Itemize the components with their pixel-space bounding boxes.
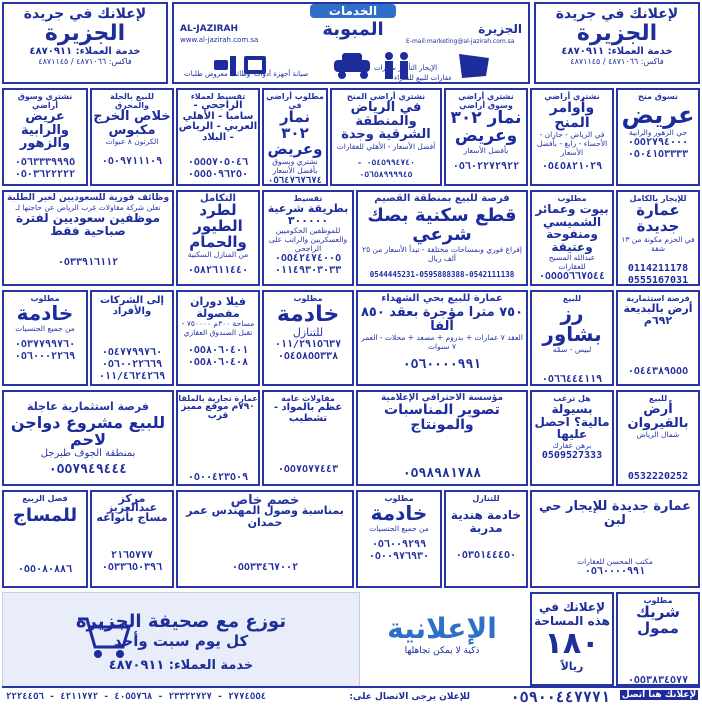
ad-phone[interactable]: ٠٥٣٣٦٥٠٣٩٦ [101,561,163,573]
ad-headline: إلى الشركات والأفراد [100,295,164,317]
right-promo-fax: فاكس: ٤٨٧١٠٦٦ / ٤٨٧١١٤٥ [570,57,664,66]
ad-headline: بيوت وعمائر الشميسي ومنفوحة وعتيقة [535,202,609,254]
ad-phone[interactable]: ٠٥٥٠٨٠٨٨٦ [17,563,73,575]
ad-headline: شريك ممول [636,603,680,637]
ad-phone[interactable]: ٠٥٤٧٧٩٩٧٦٠ [101,347,163,358]
ad-kicker: مطلوب أراضي في [266,92,324,110]
ad-headline: تصوير المناسبات والمونتاج [384,402,500,433]
ad-subtext: بأفضل الأسعار [463,145,509,155]
left-promo-title: لإعلانك في جريدة [23,6,147,22]
ad-phone[interactable]: ٠٥٥٨٠٦٠٤٠١ [187,345,249,357]
ad-subtext: نشتري وبسوق بأفضل الأسعار [272,157,318,176]
ad-phone[interactable]: ٠٥٤٥٩٩٤٧٤٠ - ٠٥٦٥٨٩٩٩٩٤٥ [357,157,415,179]
ad-phone[interactable]: ٢١٦٥٧٧٧ [110,549,154,561]
ad-phone[interactable]: ٠٥٦٠٠٢٢٦٦٩ [101,359,163,370]
ad-phone[interactable]: ٠٥٣٣٩١٦١١٢ [57,257,119,269]
banner-title-main: المبوبة [322,19,384,40]
ad-phone[interactable]: ٠٥٤٤٣٨٩٥٥٥ [627,366,689,378]
banner-caption-3: الإيجار التأجير سيارات [374,64,438,72]
ad-phone[interactable]: ٠٥٦٠٠٩٢٩٩ [371,539,427,550]
ad-headline: عمارة جديدة للإيجار حي لبن [538,499,692,528]
center-banner [172,2,530,84]
bottom-promo-left [2,592,360,690]
ad-phone[interactable]: ٠٥٠٣٦٢٢٢٢٢ [14,168,76,180]
ad-phone[interactable]: 0544445231-0595888388-0542111138 [369,269,515,279]
ad-headline: عمارة جديدة [636,201,680,235]
ad-kicker: تقسيط [293,194,323,203]
ad-kicker: نشتري وسوق أراضي [17,92,73,110]
ad-headline: عريض والرابية والزهور [19,109,71,152]
banner-title-top: الخدمات [310,4,396,18]
ad-phone[interactable]: 0555167031 [627,274,689,286]
ad-card[interactable] [444,88,528,186]
car-icon [334,53,370,79]
ad-card[interactable] [2,190,174,286]
ad-card[interactable] [530,390,614,486]
right-promo-paper: الجزيرة [576,21,658,46]
ad-headline: للبيع مشروع دواجن لاحم [10,413,166,449]
ad-subtext: من جميع الجنسيات [15,324,75,333]
ad-subtext: حي الزهور والرابية [628,128,688,138]
ad-phone[interactable]: ٠٥٣٥١٤٤٤٥٠ [455,550,517,562]
ad-subtext: للموظفين الحكوميين والعسكريين والراتب على الراجحي [268,226,348,254]
price-unit: ريالاً [560,660,584,673]
ad-phone[interactable]: ٠٥٥٥٧٠٥٠٤٦ [187,157,249,168]
ad-card[interactable] [616,290,700,386]
ad-card[interactable] [2,290,88,386]
banner-url: www.al-jazirah.com.sa [180,36,259,44]
main-phone[interactable]: ٠٥٩٠٠٤٤٧٧٧١ [510,688,610,706]
ad-phone[interactable]: ٠٥٦٣٣٣٩٩٩٥ [14,156,76,168]
ad-card[interactable] [176,490,354,588]
ad-subtext: إفراغ فوري وبمساحات مختلفة - تبدأ الأسعار من ٢٥ ألف ريال [362,244,522,263]
ad-phone[interactable]: ٠٥٥٢٧٩٤٠٠٠ [627,137,689,149]
ad-card[interactable] [176,88,260,186]
brand-title: الإعلانية [387,612,497,645]
ad-kicker: فرصة استثمارية عاجلة [27,400,149,413]
ad-headline: بسيولة مالية؟ احصل عليها [534,402,610,442]
ad-kicker: مطلوب [384,494,414,503]
ad-subtext: برهن عقارك [552,440,592,450]
ad-kicker: مقاولات عامة [281,394,335,403]
ad-headline: عريض [621,101,695,129]
price-value: ١٨٠ [544,626,600,661]
ad-card[interactable] [616,592,700,686]
ad-subtext: تعلن شركة مقاولات غرب الرياض عن حاجتها لـ [15,203,161,212]
ad-phone[interactable]: ٠٥٤٥٨٥٥٣٣٨ [277,351,339,363]
ad-card[interactable] [330,88,442,186]
ad-headline: أرض بالبديعة ٦٩٢م [623,302,693,327]
ad-phone[interactable]: ٠٥٨٢٦١١٤٤٠ [187,265,249,277]
ad-phone[interactable]: ٠١١٤٩٣٠٣٠٣٣ [274,265,342,277]
ad-subtext: في الرياض - جازان - الأحساء - رابغ - بأفضل الأسعار [536,130,608,158]
ad-kicker: عمارة تجارية بالملقا [178,394,258,403]
ad-phone[interactable]: ٠٥٦٦٤٤٤١١٩ [541,374,603,385]
ad-subtext: من جميع الجنسيات [369,524,429,533]
ad-card[interactable] [616,390,700,486]
ad-headline: لطرد الطيور والحمام [189,201,247,251]
ad-subtext: العقد ٧ عمارات + بدروم + مصعد + محلات - العمر ٧ سنوات [361,333,523,352]
ad-subtext: مساحة ٣٠٠م ٧٥٠٠٠٠ - تقبل الصندوق العقاري [181,319,255,338]
ad-kicker: هل ترغب [553,394,591,403]
ad-headline: خادمة هندية مدربة [450,508,522,535]
ad-card[interactable] [530,88,614,186]
ad-kicker: فصل الربيع [22,494,68,503]
ad-phone[interactable]: ٠٥٠٠٤٢٣٥٠٩ [187,471,249,483]
ad-headline: الراجحي - سامبا - الأهلي العربي - الرياض - البلاد [178,100,258,143]
ad-kicker: مطلوب [293,294,323,303]
ad-phone[interactable]: ٠٥٥٥٥٦٦٧٥٤٤ [538,271,606,283]
ad-phone[interactable]: ٠٥٣٧٧٩٩٧٦٠ [14,339,76,350]
ad-headline: نمار ٣٠٢ وعريض [267,108,323,158]
ad-subtext: شمال الرياض [636,430,680,440]
ad-phone[interactable]: 0532220252 [627,471,689,483]
contact-bar [2,686,700,707]
ad-card[interactable] [356,190,528,286]
ad-kicker: للبيع بالحلة والمخرق [110,92,154,110]
ad-headline: مساج بأنواعه [96,511,168,524]
ad-card[interactable] [356,390,528,486]
ad-headline: خادمة [370,501,428,525]
ad-phone[interactable]: 0509527333 [541,449,603,461]
ad-card[interactable] [262,88,328,186]
ad-card[interactable] [530,290,614,386]
left-promo-service: خدمة العملاء: ٤٨٧٠٩١١ [29,46,141,57]
brand-sub: ذكية لا يمكن تجاهلها [404,646,480,656]
right-promo-title: لإعلانك في جريدة [555,6,679,22]
right-promo-service: خدمة العملاء: ٤٨٧٠٩١١ [561,46,673,57]
ad-phone[interactable]: ٠١١/٤٦٢٤٢٦٩ [98,371,166,382]
ad-phone[interactable]: ٠٥٥٥٠٩٦٢٥٠ [187,169,249,180]
ad-kicker: نشتري أراضي [544,92,600,101]
ad-kicker: فرصة استثمارية [626,294,690,303]
ad-card[interactable] [262,390,354,486]
ad-kicker: للتنازل [472,494,500,503]
ad-phone[interactable]: ٠٥٦٠٢٢٧٢٩٢٢ [452,160,520,172]
contact-prefix: للإعلان يرجى الاتصال على: [349,692,470,702]
ad-kicker: للبيع [648,394,668,403]
ad-subtext: الكرتون ٨ عبوات [105,137,159,147]
bottom-service: خدمة العملاء: ٤٨٧٠٩١١ [108,658,254,673]
ad-subtext: للتنازل [292,326,324,340]
ad-headline: ٧٥٠ مترا مؤجرة بعقد ٨٥٠ ألفا [360,305,524,334]
ad-card[interactable] [2,88,88,186]
ad-kicker: مركز عبدالعزيز [106,492,158,514]
ad-card[interactable] [176,190,260,286]
ad-card[interactable] [90,490,174,588]
banner-logo-left: AL-JAZIRAH [180,24,239,34]
ad-phone[interactable]: ٠٥٩٨٩٨١٧٨٨ [402,466,482,482]
ad-kicker: نسوق منح [637,92,679,101]
ad-phone[interactable]: ٠٥٥٧٩٤٩٤٤٤ [48,461,128,477]
ad-headline: خادمة [276,302,340,327]
banner-caption-1: وظائف معروض طلبات [184,70,251,78]
ad-card[interactable] [262,190,354,286]
banner-logo-right: الجزيرة [478,22,522,36]
ad-phone[interactable]: ٠٥٦٤٧٦٧٦٧٤ [267,176,323,186]
ad-kicker: خصم خاص [230,493,300,508]
left-promo-box [2,2,168,84]
ad-headline: للمساج [12,505,78,526]
ad-phone[interactable]: ٠٥٦٠٠٠٢٢٦٩ [14,351,76,362]
ad-card[interactable] [444,490,528,588]
ad-phone[interactable]: ٠٥٠٠٩٧٦٩٣٠ [368,551,430,562]
ad-headline: رز بشاور [542,301,602,346]
ad-phone[interactable]: ٠٥٥٣٣٤٦٧٠٠٢ [231,562,299,574]
ad-kicker: تقسيط لعملاء [190,92,246,101]
ad-headline: وأوامر المنح [549,100,595,131]
shopping-cart-icon [73,611,133,661]
left-promo-paper: الجزيرة [44,21,126,46]
right-promo-box [534,2,700,84]
ad-headline: ٧٩٠م موقع مميز قرب [181,402,255,422]
ad-kicker: مطلوب [30,294,60,303]
call-label: لإعلانك هنا اتصل [621,690,697,700]
ad-subtext: في الحزم مكونة من ١٣ شقة [621,234,695,253]
banner-email: E-mail:marketing@al-jazirah.com.sa [406,38,515,45]
ad-headline: بمناسبة وصول المهندس عمر حمدان [186,504,344,529]
ad-subtext: مكتب المحسن للعقارات [577,557,653,567]
ad-kicker: فرصة للبيع بمنطقة القصيم [374,193,510,204]
ad-card[interactable] [90,290,174,386]
ad-headline: بطريقة شرعية ٣٠٠٠٠٠ [267,202,349,227]
ad-subtext: عبدالله المسيح للعقارات [548,253,596,272]
ad-phone[interactable]: ٠٥٥٨٠٦٠٤٠٨ [187,357,249,369]
ad-headline: في الرياض والمنطقة الشرقية وجدة [341,100,431,143]
price-box[interactable] [530,592,614,686]
ad-headline: عظم بالمواد - تشطيب [273,402,343,424]
ad-headline: خادمة [16,301,74,325]
ad-subtext: أفضل الأسعار - الأهلي للعقارات [336,141,436,151]
ad-card[interactable] [2,390,174,486]
ad-kicker: نشتري أراضي وسوق أراضي [458,92,514,110]
ad-card[interactable] [176,390,260,486]
ad-phone[interactable]: ٠٥٠٤١٥٣٣٣٣ [627,149,689,161]
ad-card[interactable] [2,490,88,588]
ad-kicker: للبيع [562,294,582,303]
ad-card[interactable] [530,190,614,286]
bottom-distribution-line-1: توزع مع صحيفة الجزيرة [75,611,287,632]
ad-headline: أرض بالقيروان [627,402,689,431]
map-icon [459,54,489,78]
area-line-1: لإعلانك في [538,600,606,614]
ad-card[interactable] [90,88,174,186]
ad-phone[interactable]: ٠٥٥٤٢٤٧٤٠٠٥ [274,253,342,265]
ad-card[interactable] [616,190,700,286]
ad-kicker: مطلوب [643,596,673,605]
ad-card[interactable] [530,490,700,588]
ad-phone[interactable]: ٠٥٥٣٨٣٤٥٧٧ [627,674,689,686]
ad-headline: خلاص الخرج مكبوس [93,109,171,138]
bottom-distribution-line-2: كل يوم سبت وأحد [113,632,249,650]
ad-phone[interactable]: ٠١١/٢٩١٥٦٣٧ [274,339,342,351]
bottom-brand [362,612,522,672]
ad-phone[interactable]: ٠٥٦٠٠٠٠٩٩١ [402,357,482,373]
ad-subtext: من المنازل السكنية [187,250,249,260]
ad-card[interactable] [262,290,354,386]
ad-headline: موظفين سعوديين لفترة صباحية فقط [16,211,160,238]
ad-phone[interactable]: 0114211178 [627,262,689,274]
ad-card[interactable] [616,88,700,186]
ad-subtext: بمنطقة الجوف طبرجل [40,447,136,459]
ad-phone[interactable]: ٠٥٥٧٥٧٧٤٤٣ [277,464,339,475]
ad-kicker: وظائف فورية للسعوديين لغير الطلبة [6,193,170,203]
ad-headline: فيلا دوران مفصولة [190,295,246,320]
ad-kicker: التكامل [200,193,236,204]
ad-card[interactable] [356,490,442,588]
ad-kicker: للإيجار بالكامل [629,194,687,203]
ad-phone[interactable]: ٠٥٠٩٧١١١٠٩ [101,156,163,168]
ad-kicker: نشتري أراضي المنح [346,92,426,101]
area-line-2: هذه المساحة [534,614,610,628]
ad-kicker: عمارة للبيع بحي الشهداء [381,293,503,304]
banner-caption-4: عقارات للبيع للشراء [394,74,453,82]
ad-kicker: مؤسسة الاحترافي الإعلامية [380,393,504,403]
ad-card[interactable] [176,290,260,386]
banner-caption-2: صيانة أجهزة أدوات [254,70,309,78]
ad-headline: قطع سكنية بصك شرعي [367,205,517,245]
ad-kicker: مطلوب [557,194,587,203]
left-promo-fax: فاكس: ٤٨٧١٠٦٦ / ٤٨٧١١٤٥ [38,57,132,66]
ad-subtext: لبيس - سمّه [552,345,592,354]
ad-phone[interactable]: ٠٥٤٥٨٢١٠٢٩ [541,161,603,173]
ad-phone[interactable]: ٠٥٦٠٠٠٠٩٩١ [584,566,646,578]
ad-headline: نمار ٣٠٢ وعريض [450,108,522,146]
footer-numbers: ٢٧٧٤٥٥٤ - ٢٣٣٢٢٧٢٧ - ٤٠٥٥٧٦٨ - ٤٢١١٧٧٢ - ٢٢٢٤٤٥٦ [6,692,267,702]
ad-card[interactable] [356,290,528,386]
